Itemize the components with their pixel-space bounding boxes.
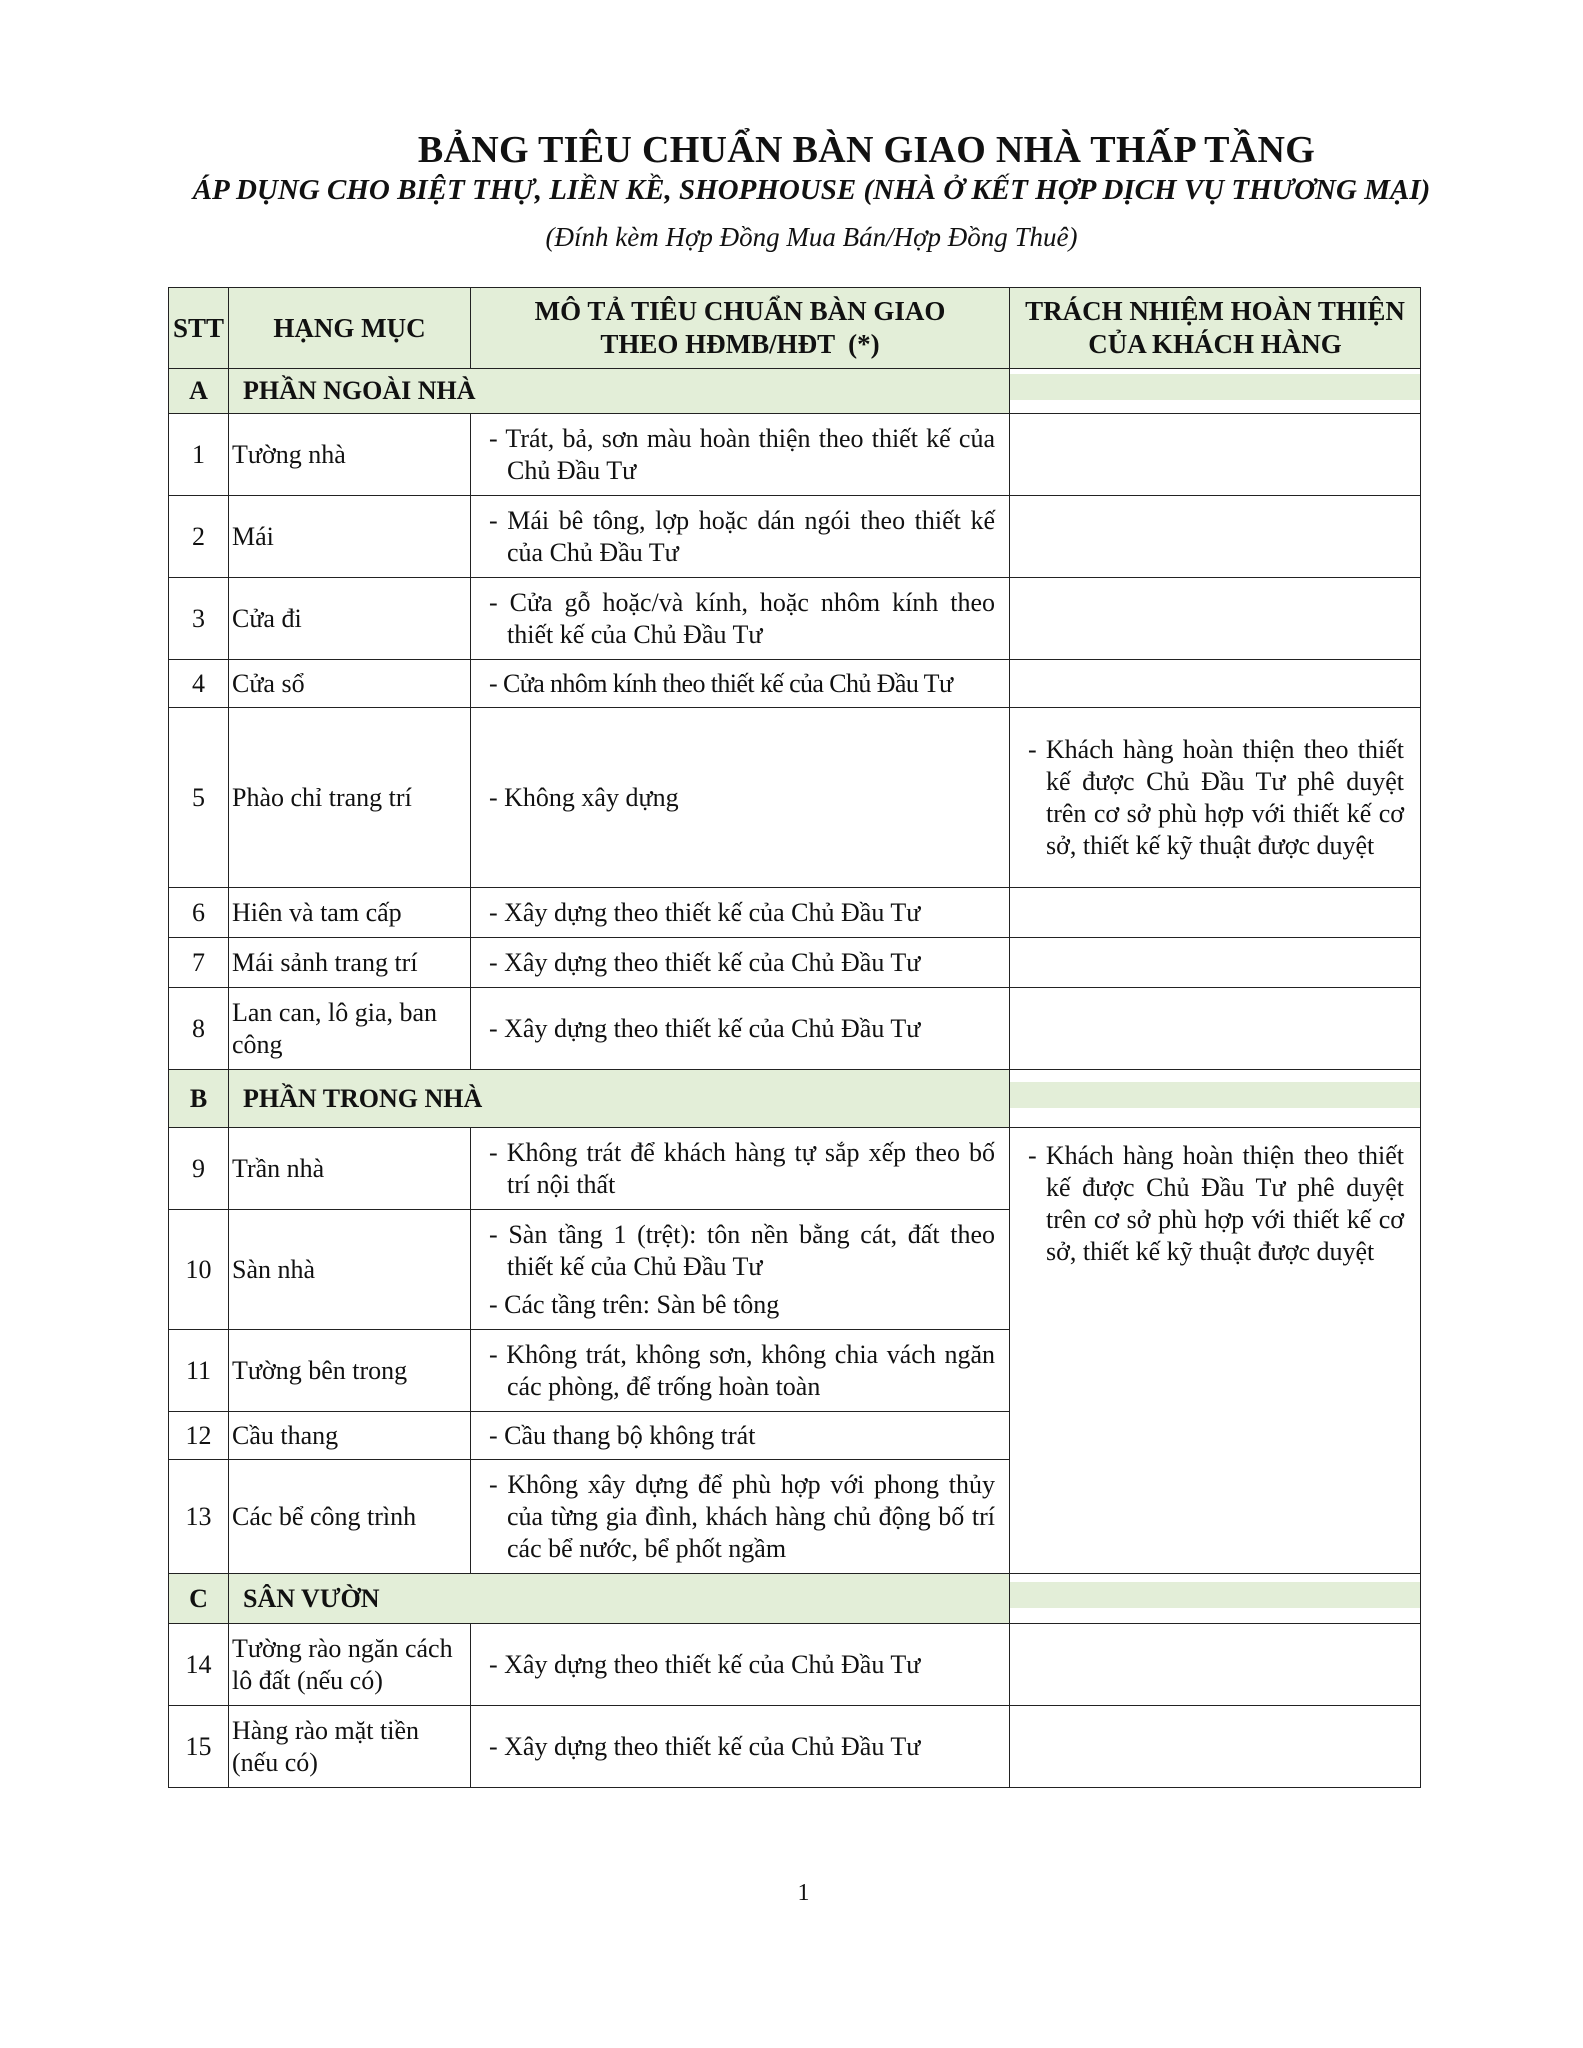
row-item: Tường nhà xyxy=(229,414,471,496)
row-item: Tường rào ngăn cách lô đất (nếu có) xyxy=(229,1624,471,1706)
row-responsibility xyxy=(1010,938,1421,988)
description-line: - Xây dựng theo thiết kế của Chủ Đầu Tư xyxy=(489,1649,921,1679)
section-row-b xyxy=(169,1070,1421,1128)
section-title: PHẦN NGOÀI NHÀ xyxy=(229,369,1010,414)
section-responsibility-cell xyxy=(1010,1070,1421,1128)
section-row-c xyxy=(169,1574,1421,1624)
row-description xyxy=(471,708,1010,888)
row-number: 14 xyxy=(169,1624,229,1706)
description-line: - Mái bê tông, lợp hoặc dán ngói theo thiết kế của Chủ Đầu Tư xyxy=(489,505,995,567)
document-subtitle: ÁP DỤNG CHO BIỆT THỰ, LIỀN KỀ, SHOPHOUSE (NHÀ Ở KẾT HỢP DỊCH VỤ THƯƠNG MẠI) xyxy=(192,174,1431,206)
responsibility-text: - Khách hàng hoàn thiện theo thiết kế được Chủ Đầu Tư phê duyệt trên cơ sở phù hợp với thiết kế cơ sở, thiết kế kỹ thuật được duyệt xyxy=(1028,1141,1404,1266)
row-description xyxy=(471,1624,1010,1706)
description-line: - Sàn tầng 1 (trệt): tôn nền bằng cát, đất theo thiết kế của Chủ Đầu Tư xyxy=(489,1219,995,1281)
row-item: Hàng rào mặt tiền (nếu có) xyxy=(229,1706,471,1788)
description-line: - Không trát, không sơn, không chia vách ngăn các phòng, để trống hoàn toàn xyxy=(489,1339,995,1401)
section-title: PHẦN TRONG NHÀ xyxy=(229,1070,1010,1128)
row-item: Lan can, lô gia, ban công xyxy=(229,988,471,1070)
row-number: 2 xyxy=(169,496,229,578)
document-title: BẢNG TIÊU CHUẨN BÀN GIAO NHÀ THẤP TẦNG xyxy=(417,129,1316,171)
handover-standards-table xyxy=(168,287,1421,1788)
table-row xyxy=(169,1624,1421,1706)
header-responsibility xyxy=(1010,288,1421,369)
row-number: 3 xyxy=(169,578,229,660)
table-row xyxy=(169,1128,1421,1210)
row-item: Cầu thang xyxy=(229,1412,471,1460)
page-number: 1 xyxy=(797,1880,810,1906)
table-row xyxy=(169,578,1421,660)
header-description-line1: MÔ TẢ TIÊU CHUẨN BÀN GIAO xyxy=(534,296,946,326)
row-item: Hiên và tam cấp xyxy=(229,888,471,938)
header-description xyxy=(471,288,1010,369)
row-description xyxy=(471,1128,1010,1210)
description-line: - Không xây dựng để phù hợp với phong thủy của từng gia đình, khách hàng chủ động bố trí các bể nước, bể phốt ngầm xyxy=(489,1469,995,1563)
row-number: 15 xyxy=(169,1706,229,1788)
row-item: Trần nhà xyxy=(229,1128,471,1210)
row-number: 9 xyxy=(169,1128,229,1210)
section-title: SÂN VƯỜN xyxy=(229,1574,1010,1624)
section-code: B xyxy=(169,1070,229,1128)
row-description xyxy=(471,1330,1010,1412)
section-row-a xyxy=(169,369,1421,414)
section-b-responsibility xyxy=(1010,1128,1421,1574)
row-description xyxy=(471,938,1010,988)
table-header-row xyxy=(169,288,1421,369)
row-description xyxy=(471,1706,1010,1788)
table-row xyxy=(169,1706,1421,1788)
description-line: - Xây dựng theo thiết kế của Chủ Đầu Tư xyxy=(489,897,921,927)
section-code: C xyxy=(169,1574,229,1624)
row-number: 10 xyxy=(169,1210,229,1330)
responsibility-text: - Khách hàng hoàn thiện theo thiết kế được Chủ Đầu Tư phê duyệt trên cơ sở phù hợp với thiết kế cơ sở, thiết kế kỹ thuật được duyệt xyxy=(1028,734,1404,860)
row-responsibility xyxy=(1010,1706,1421,1788)
description-line: - Xây dựng theo thiết kế của Chủ Đầu Tư xyxy=(489,947,921,977)
row-item: Mái xyxy=(229,496,471,578)
row-item: Tường bên trong xyxy=(229,1330,471,1412)
row-description xyxy=(471,988,1010,1070)
header-responsibility-line1: TRÁCH NHIỆM HOÀN THIỆN xyxy=(1025,296,1405,326)
description-line: - Không xây dựng xyxy=(489,782,679,812)
row-responsibility xyxy=(1010,1624,1421,1706)
attachment-note: (Đính kèm Hợp Đồng Mua Bán/Hợp Đồng Thuê) xyxy=(545,222,1078,252)
row-description xyxy=(471,660,1010,708)
table-row xyxy=(169,660,1421,708)
row-item: Cửa đi xyxy=(229,578,471,660)
description-line: - Cầu thang bộ không trát xyxy=(489,1420,756,1450)
row-responsibility xyxy=(1010,414,1421,496)
row-number: 13 xyxy=(169,1460,229,1574)
header-responsibility-line2: CỦA KHÁCH HÀNG xyxy=(1088,329,1342,359)
row-number: 5 xyxy=(169,708,229,888)
description-line: - Trát, bả, sơn màu hoàn thiện theo thiết kế của Chủ Đầu Tư xyxy=(489,423,995,485)
description-line: - Cửa nhôm kính theo thiết kế của Chủ Đầu Tư xyxy=(489,668,953,698)
row-responsibility xyxy=(1010,578,1421,660)
row-responsibility xyxy=(1010,988,1421,1070)
row-number: 11 xyxy=(169,1330,229,1412)
table-row xyxy=(169,938,1421,988)
row-item: Phào chỉ trang trí xyxy=(229,708,471,888)
header-description-line2: THEO HĐMB/HĐT (*) xyxy=(600,329,880,359)
row-item: Các bể công trình xyxy=(229,1460,471,1574)
row-number: 8 xyxy=(169,988,229,1070)
section-code: A xyxy=(169,369,229,414)
table-row xyxy=(169,708,1421,888)
description-line: - Cửa gỗ hoặc/và kính, hoặc nhôm kính theo thiết kế của Chủ Đầu Tư xyxy=(489,587,995,649)
row-item: Mái sảnh trang trí xyxy=(229,938,471,988)
row-number: 6 xyxy=(169,888,229,938)
row-description xyxy=(471,1210,1010,1330)
row-item: Sàn nhà xyxy=(229,1210,471,1330)
row-description xyxy=(471,1412,1010,1460)
table-row xyxy=(169,988,1421,1070)
row-description xyxy=(471,414,1010,496)
table-row xyxy=(169,888,1421,938)
description-line: - Xây dựng theo thiết kế của Chủ Đầu Tư xyxy=(489,1731,921,1761)
section-responsibility-cell xyxy=(1010,369,1421,414)
row-number: 7 xyxy=(169,938,229,988)
table-row xyxy=(169,414,1421,496)
row-item: Cửa sổ xyxy=(229,660,471,708)
description-line: - Xây dựng theo thiết kế của Chủ Đầu Tư xyxy=(489,1013,921,1043)
row-description xyxy=(471,888,1010,938)
row-responsibility xyxy=(1010,888,1421,938)
table-row xyxy=(169,496,1421,578)
row-number: 12 xyxy=(169,1412,229,1460)
row-description xyxy=(471,578,1010,660)
row-description xyxy=(471,496,1010,578)
header-stt: STT xyxy=(169,288,229,369)
row-number: 4 xyxy=(169,660,229,708)
row-responsibility xyxy=(1010,708,1421,888)
row-number: 1 xyxy=(169,414,229,496)
description-line: - Các tầng trên: Sàn bê tông xyxy=(489,1289,780,1319)
section-responsibility-cell xyxy=(1010,1574,1421,1624)
row-description xyxy=(471,1460,1010,1574)
description-line: - Không trát để khách hàng tự sắp xếp theo bố trí nội thất xyxy=(489,1137,995,1199)
row-responsibility xyxy=(1010,496,1421,578)
header-item: HẠNG MỤC xyxy=(229,288,471,369)
row-responsibility xyxy=(1010,660,1421,708)
